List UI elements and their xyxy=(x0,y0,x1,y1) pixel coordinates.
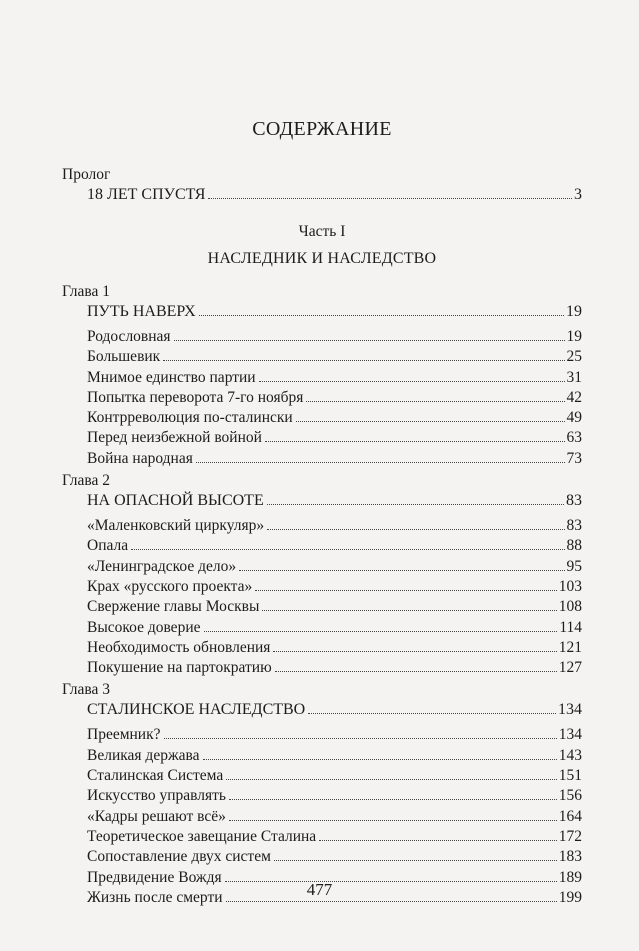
toc-entry-section[interactable] xyxy=(62,597,582,617)
entry-title: Перед неизбежной войной xyxy=(87,429,262,447)
entry-page: 63 xyxy=(566,429,582,447)
dot-leader xyxy=(163,360,564,361)
dot-leader xyxy=(267,504,564,505)
toc-entry-section[interactable] xyxy=(62,766,582,786)
toc-entry-section[interactable] xyxy=(62,827,582,847)
toc-entry-section[interactable] xyxy=(62,536,582,556)
dot-leader xyxy=(229,799,557,800)
chapter-label: Глава 1 xyxy=(62,283,111,300)
entry-title: Сопоставление двух систем xyxy=(87,848,271,866)
dot-leader xyxy=(196,462,565,463)
toc-entry-section[interactable] xyxy=(62,428,582,448)
entry-title: 18 ЛЕТ СПУСТЯ xyxy=(87,186,206,203)
toc-entry-prologue[interactable] xyxy=(62,184,582,206)
entry-page: 143 xyxy=(558,746,582,764)
entry-title: «Кадры решают всё» xyxy=(87,807,226,825)
chapter-label: Глава 3 xyxy=(62,681,111,699)
toc-entry-section[interactable] xyxy=(62,347,582,367)
toc-entry-section[interactable] xyxy=(62,557,582,577)
toc-entry-section[interactable] xyxy=(62,516,582,536)
entry-title: НА ОПАСНОЙ ВЫСОТЕ xyxy=(87,492,264,510)
dot-leader xyxy=(208,198,572,199)
entry-title: Сталинская Система xyxy=(87,767,224,785)
dot-leader xyxy=(164,738,557,739)
toc-entry-chapter-heading[interactable] xyxy=(62,699,582,721)
entry-page: 73 xyxy=(566,449,582,467)
toc-entry-section[interactable] xyxy=(62,638,582,658)
entry-title: Война народная xyxy=(87,449,193,467)
entry-title: «Ленинградское дело» xyxy=(87,557,237,575)
toc-entry-section[interactable] xyxy=(62,618,582,638)
dot-leader xyxy=(229,820,557,821)
entry-page: 121 xyxy=(558,638,582,656)
dot-leader xyxy=(239,570,564,571)
entry-page: 114 xyxy=(559,618,582,636)
entry-page: 151 xyxy=(558,767,582,785)
entry-title: Родословная xyxy=(87,328,171,345)
entry-title: Предвидение Вождя xyxy=(87,868,222,886)
dot-leader xyxy=(262,610,556,611)
toc-entry-section[interactable] xyxy=(62,847,582,867)
toc-entry-section[interactable] xyxy=(62,368,582,388)
chapter-block xyxy=(62,680,582,908)
dot-leader xyxy=(267,529,564,530)
dot-leader xyxy=(199,315,564,316)
chapter-label: Глава 2 xyxy=(62,472,111,490)
entry-page: 134 xyxy=(558,701,582,719)
entry-title: Жизнь после смерти xyxy=(87,888,223,906)
toc-entry-section[interactable] xyxy=(62,577,582,597)
toc-entry-section[interactable] xyxy=(62,327,582,347)
entry-page: 108 xyxy=(558,598,582,616)
entry-page: 199 xyxy=(558,888,582,906)
dot-leader xyxy=(296,421,565,422)
toc-page xyxy=(62,115,582,908)
toc-entry-chapter-heading[interactable] xyxy=(62,301,582,323)
entry-title: СТАЛИНСКОЕ НАСЛЕДСТВО xyxy=(87,701,306,719)
entry-title: Теоретическое завещание Сталина xyxy=(87,827,317,845)
dot-leader xyxy=(274,860,557,861)
toc-entry-section[interactable] xyxy=(62,408,582,428)
entry-title: Мнимое единство партии xyxy=(87,368,256,386)
dot-leader xyxy=(255,590,556,591)
part-title: НАСЛЕДНИК И НАСЛЕДСТВО xyxy=(207,250,437,267)
dot-leader xyxy=(174,340,565,341)
dot-leader xyxy=(131,549,564,550)
dot-leader xyxy=(319,840,557,841)
entry-page: 127 xyxy=(558,659,582,677)
entry-page: 95 xyxy=(566,557,582,575)
page-number: 477 xyxy=(306,880,333,899)
entry-page: 88 xyxy=(566,537,582,555)
toc-entry-section[interactable] xyxy=(62,746,582,766)
entry-title: Великая держава xyxy=(87,746,200,764)
toc-title: СОДЕРЖАНИЕ xyxy=(252,118,392,140)
entry-page: 19 xyxy=(566,303,582,320)
entry-page: 172 xyxy=(558,827,582,845)
entry-title: Контрреволюция по-сталински xyxy=(87,409,293,427)
entry-title: Попытка переворота 7-го ноября xyxy=(87,388,304,406)
entry-page: 103 xyxy=(558,577,582,595)
dot-leader xyxy=(306,401,564,402)
dot-leader xyxy=(273,651,556,652)
entry-page: 156 xyxy=(558,787,582,805)
toc-entry-section[interactable] xyxy=(62,725,582,745)
entry-title: Высокое доверие xyxy=(87,618,201,636)
entry-title: «Маленковский циркуляр» xyxy=(87,517,265,535)
entry-page: 164 xyxy=(558,807,582,825)
toc-entry-section[interactable] xyxy=(62,388,582,408)
entry-page: 83 xyxy=(566,492,582,510)
entry-page: 83 xyxy=(566,517,582,535)
toc-entry-section[interactable] xyxy=(62,786,582,806)
entry-title: Искусство управлять xyxy=(87,787,227,805)
entry-page: 42 xyxy=(566,388,582,406)
dot-leader xyxy=(203,759,557,760)
toc-entry-section[interactable] xyxy=(62,807,582,827)
entry-page: 134 xyxy=(558,726,582,744)
prologue-label: Пролог xyxy=(62,166,111,183)
dot-leader xyxy=(204,631,558,632)
entry-page: 183 xyxy=(558,848,582,866)
dot-leader xyxy=(226,901,557,902)
entry-page: 25 xyxy=(566,348,582,366)
part-label: Часть I xyxy=(298,223,346,240)
entry-title: ПУТЬ НАВЕРХ xyxy=(87,303,196,320)
chapters-list xyxy=(62,282,582,908)
entry-page: 49 xyxy=(566,409,582,427)
dot-leader xyxy=(265,441,565,442)
entry-title: Покушение на партократию xyxy=(87,659,272,677)
entry-title: Необходимость обновления xyxy=(87,638,271,656)
entry-page: 31 xyxy=(566,368,582,386)
entry-title: Опала xyxy=(87,537,129,555)
chapter-block xyxy=(62,282,582,469)
chapter-block xyxy=(62,471,582,678)
dot-leader xyxy=(275,671,557,672)
entry-title: Преемник? xyxy=(87,726,161,744)
dot-leader xyxy=(259,381,565,382)
entry-title: Свержение главы Москвы xyxy=(87,598,260,616)
entry-title: Крах «русского проекта» xyxy=(87,577,253,595)
toc-entry-section[interactable] xyxy=(62,658,582,678)
entry-page: 3 xyxy=(574,186,582,203)
entry-title: Большевик xyxy=(87,348,161,366)
dot-leader xyxy=(226,779,557,780)
prologue-block xyxy=(62,165,582,206)
toc-entry-chapter-heading[interactable] xyxy=(62,490,582,512)
entry-page: 189 xyxy=(558,868,582,886)
dot-leader xyxy=(308,713,556,714)
toc-entry-section[interactable] xyxy=(62,449,582,469)
entry-page: 19 xyxy=(566,328,582,345)
